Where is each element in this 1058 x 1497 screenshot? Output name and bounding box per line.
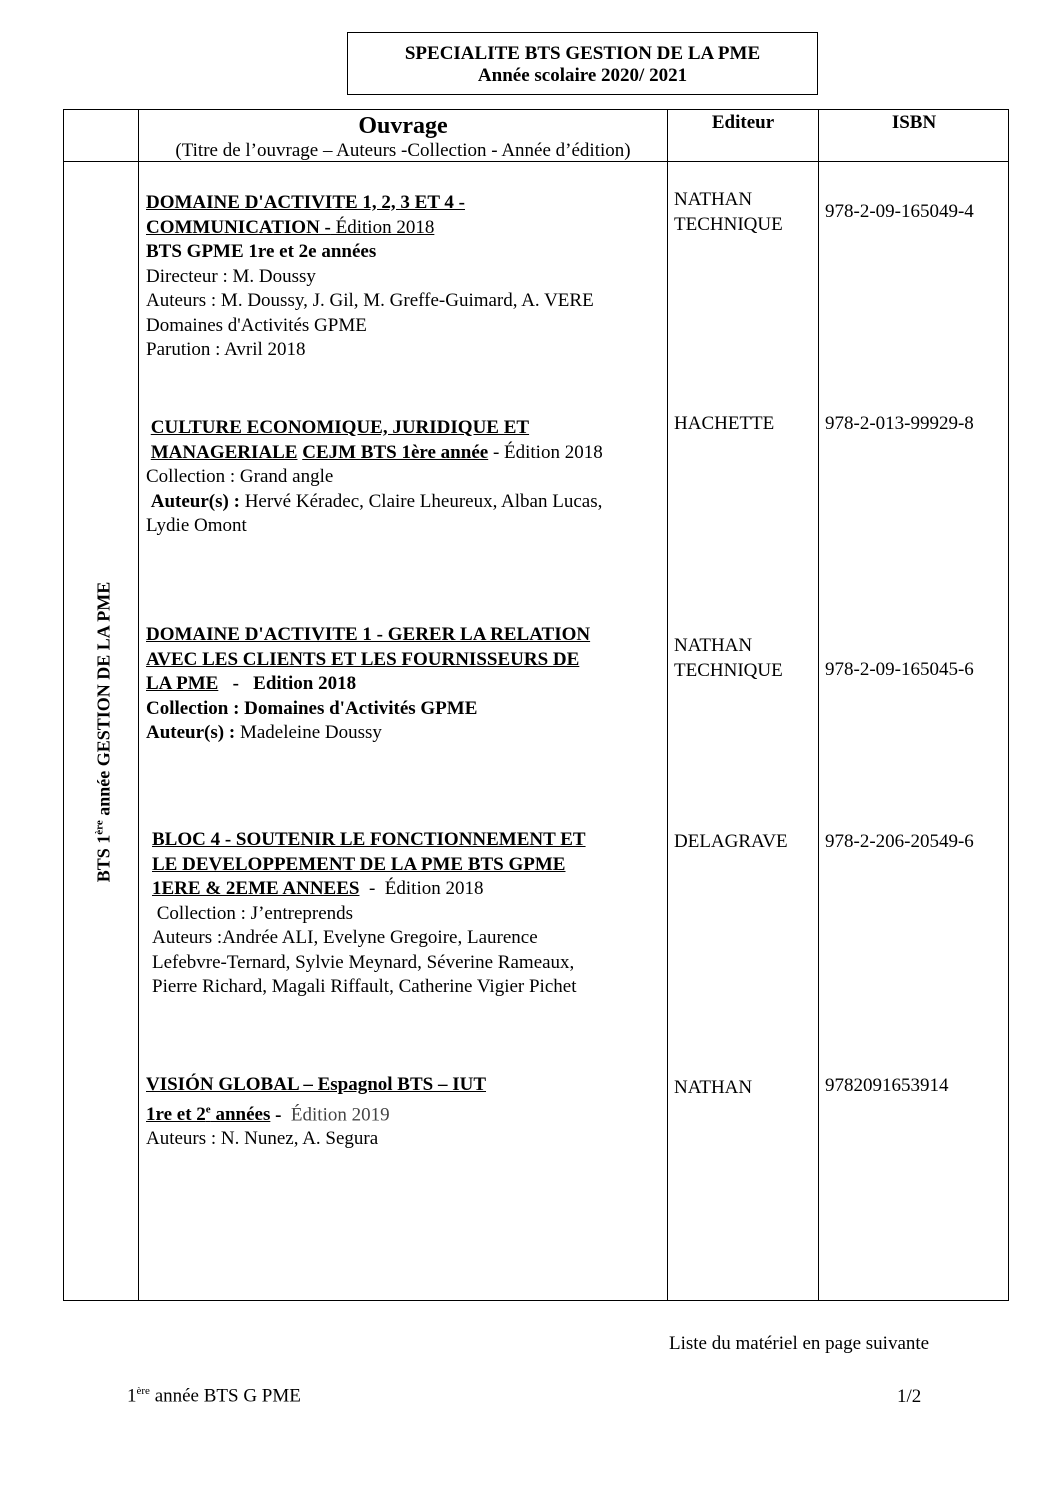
- book-title: LA PME: [146, 673, 219, 694]
- book-entry-3: [146, 623, 666, 746]
- book-authors: Hervé Kéradec, Claire Lheureux, Alban Lucas,: [239, 490, 603, 512]
- book-edition: - Edition 2018: [218, 673, 357, 694]
- book-subtitle: BTS GPME 1re et 2e années: [146, 241, 377, 262]
- book-authors-label: Auteur(s) :: [150, 490, 240, 512]
- footer-class-suffix: année BTS G PME: [149, 1385, 301, 1407]
- book-entry-1: [146, 191, 666, 363]
- book-isbn-2: 978-2-013-99929-8: [825, 413, 974, 434]
- book-title-dash: -: [270, 1103, 282, 1125]
- publisher-line: NATHAN: [674, 189, 753, 210]
- book-title: COMMUNICATION -: [146, 216, 331, 238]
- book-entry-2: [146, 416, 666, 539]
- table-border-bottom: [63, 1300, 1009, 1301]
- book-isbn-4: 978-2-206-20549-6: [825, 831, 974, 852]
- book-collection: Collection : J’entreprends: [156, 902, 354, 924]
- footer-next-page-note: Liste du matériel en page suivante: [669, 1333, 930, 1354]
- page-number: 1/2: [897, 1386, 922, 1407]
- table-border-right: [1008, 109, 1009, 1301]
- book-title-part: années: [210, 1103, 271, 1125]
- book-title: LE DEVELOPPEMENT DE LA PME BTS GPME: [152, 853, 566, 875]
- book-collection: Collection : Grand angle: [146, 466, 334, 487]
- book-title: 1ERE & 2EME ANNEES: [152, 878, 360, 899]
- book-title: DOMAINE D'ACTIVITE 1 - GERER LA RELATION: [146, 624, 591, 645]
- book-title-sup: e: [205, 1103, 211, 1116]
- book-isbn-1: 978-2-09-165049-4: [825, 201, 974, 222]
- book-authors-label: Auteur(s) :: [146, 722, 236, 743]
- book-collection: Collection : Domaines d'Activités GPME: [146, 697, 478, 719]
- book-edition: Édition 2019: [281, 1103, 390, 1125]
- book-isbn-5: 9782091653914: [825, 1075, 949, 1096]
- book-entry-4: [152, 828, 672, 1000]
- book-title: MANAGERIALE: [150, 441, 298, 463]
- header-school-year: Année scolaire 2020/ 2021: [477, 65, 688, 86]
- column-header-ouvrage-title: Ouvrage: [358, 113, 448, 139]
- book-edition: Édition 2018: [330, 216, 435, 238]
- book-edition: - Édition 2018: [359, 878, 484, 899]
- publisher-line: TECHNIQUE: [674, 659, 783, 681]
- publisher-line: TECHNIQUE: [674, 213, 783, 235]
- table-border-top: [63, 109, 1009, 110]
- book-collection: Domaines d'Activités GPME: [146, 314, 367, 336]
- book-title: BLOC 4 - SOUTENIR LE FONCTIONNEMENT ET: [152, 829, 586, 850]
- book-authors: Auteurs : M. Doussy, J. Gil, M. Greffe-Guimard, A. VERE: [146, 290, 594, 311]
- table-border-left: [63, 109, 64, 1301]
- column-header-ouvrage-subtitle: (Titre de l’ouvrage – Auteurs -Collection - Année d’édition): [175, 140, 631, 161]
- table-col-divider-3: [818, 109, 819, 1301]
- book-isbn-3: 978-2-09-165045-6: [825, 659, 974, 680]
- book-authors: Pierre Richard, Magali Riffault, Catherine Vigier Pichet: [152, 976, 577, 997]
- book-title: CEJM BTS 1ère année: [302, 441, 489, 463]
- book-authors: Lydie Omont: [146, 515, 247, 536]
- book-title: VISIÓN GLOBAL – Espagnol BTS – IUT: [146, 1074, 487, 1095]
- header-title: SPECIALITE BTS GESTION DE LA PME: [404, 43, 761, 64]
- book-title: CULTURE ECONOMIQUE, JURIDIQUE ET: [150, 417, 530, 438]
- column-header-editeur: Editeur: [711, 112, 775, 133]
- book-edition: - Édition 2018: [488, 441, 603, 463]
- book-director: Directeur : M. Doussy: [146, 265, 316, 287]
- book-entry-5: [146, 1073, 666, 1152]
- publisher-line: NATHAN: [674, 635, 753, 656]
- side-label-class: [94, 582, 115, 883]
- table-col-divider-1: [138, 109, 139, 1301]
- footer-class-label: [127, 1385, 301, 1407]
- book-publisher-5: NATHAN: [674, 1077, 753, 1098]
- book-title: DOMAINE D'ACTIVITE 1, 2, 3 ET 4 -: [146, 192, 465, 213]
- book-publisher-4: DELAGRAVE: [674, 831, 788, 852]
- column-header-isbn: ISBN: [891, 112, 937, 133]
- book-publisher-3: [674, 634, 814, 683]
- footer-class-sup: ère: [136, 1385, 150, 1397]
- table-col-divider-2: [667, 109, 668, 1301]
- book-authors: Madeleine Doussy: [235, 722, 382, 743]
- book-title: [146, 1104, 270, 1125]
- book-parution: Parution : Avril 2018: [146, 339, 306, 360]
- book-publisher-2: HACHETTE: [674, 413, 775, 434]
- document-header: [347, 32, 818, 95]
- book-authors: Auteurs :Andrée ALI, Evelyne Gregoire, Laurence: [152, 927, 538, 948]
- side-label-sup: ère: [93, 820, 106, 835]
- column-header-ouvrage: [140, 112, 666, 162]
- side-label-suffix: année GESTION DE LA PME: [93, 581, 114, 821]
- book-authors: Lefebvre-Ternard, Sylvie Meynard, Séverine Rameaux,: [152, 951, 575, 973]
- book-title: AVEC LES CLIENTS ET LES FOURNISSEURS DE: [146, 648, 580, 670]
- book-publisher-1: [674, 188, 814, 237]
- footer-class-prefix: 1: [127, 1385, 137, 1407]
- book-authors: Auteurs : N. Nunez, A. Segura: [146, 1128, 379, 1150]
- side-label-prefix: BTS 1: [93, 834, 114, 883]
- book-title-part: 1re et 2: [146, 1103, 206, 1125]
